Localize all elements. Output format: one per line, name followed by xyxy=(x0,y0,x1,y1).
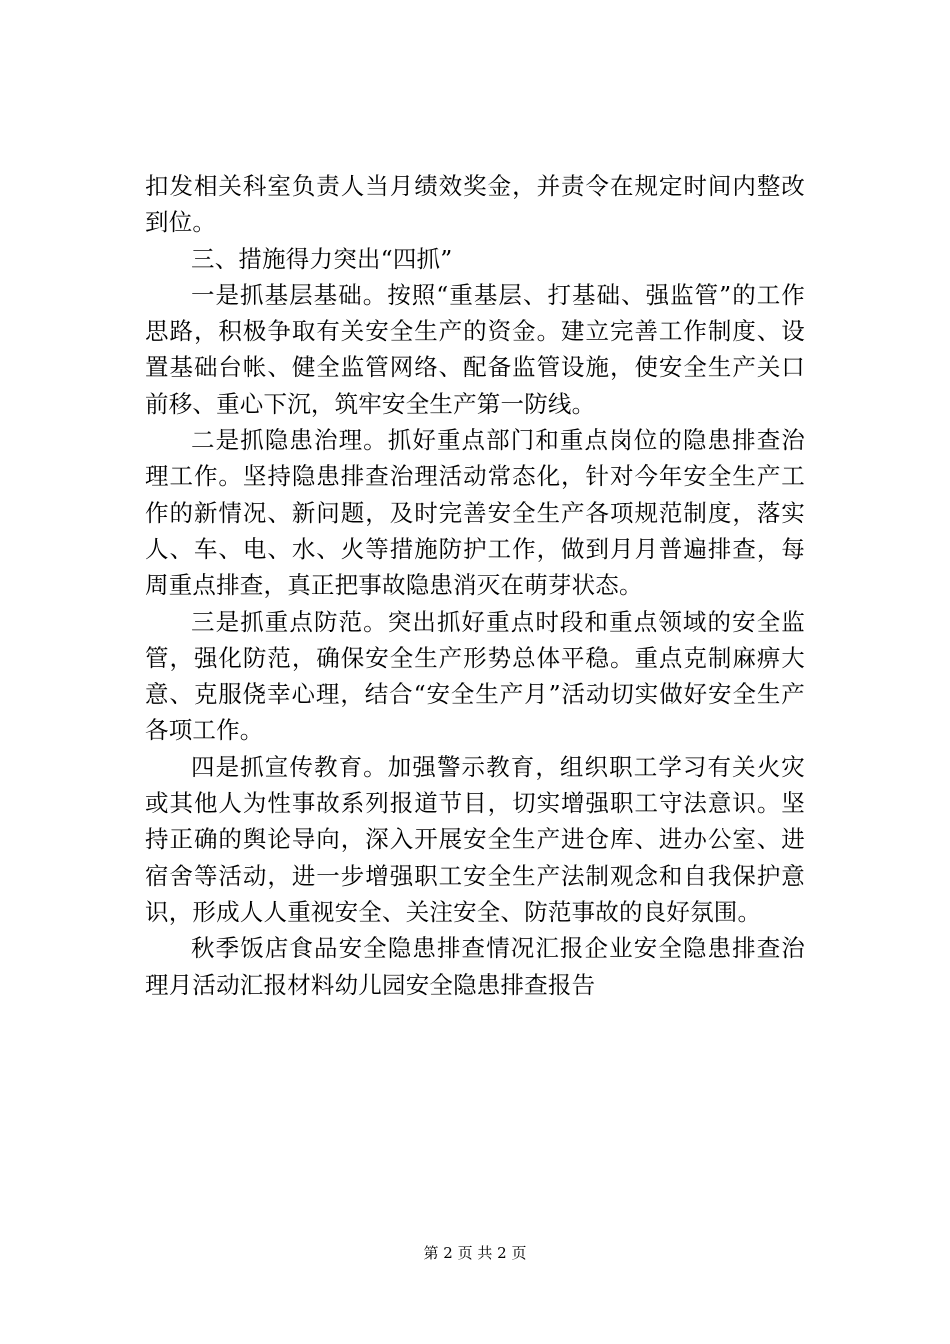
paragraph-continuation: 扣发相关科室负责人当月绩效奖金，并责令在规定时间内整改到位。 xyxy=(145,172,805,237)
paragraph-key-prevention: 三是抓重点防范。突出抓好重点时段和重点领域的安全监管，强化防范，确保安全生产形势总体平稳。重点克制麻痹大意、克服侥幸心理，结合“安全生产月”活动切实做好安全生产各项工作。 xyxy=(145,607,805,745)
paragraph-hazard-control: 二是抓隐患治理。抓好重点部门和重点岗位的隐患排查治理工作。坚持隐患排查治理活动常态化，针对今年安全生产工作的新情况、新问题，及时完善安全生产各项规范制度，落实人、车、电、水、火等措施防护工作，做到月月普遍排查，每周重点排查，真正把事故隐患消灭在萌芽状态。 xyxy=(145,426,805,600)
document-body xyxy=(145,168,805,1003)
paragraph-related-titles: 秋季饭店食品安全隐患排查情况汇报企业安全隐患排查治理月活动汇报材料幼儿园安全隐患排查报告 xyxy=(145,934,805,999)
page-number-footer: 第 2 页 共 2 页 xyxy=(423,1244,527,1262)
paragraph-publicity-education: 四是抓宣传教育。加强警示教育，组织职工学习有关火灾或其他人为性事故系列报道节目，切实增强职工守法意识。坚持正确的舆论导向，深入开展安全生产进仓库、进办公室、进宿舍等活动，进一步增强职工安全生产法制观念和自我保护意识，形成人人重视安全、关注安全、防范事故的良好氛围。 xyxy=(145,752,805,926)
section-heading: 三、措施得力突出“四抓” xyxy=(191,244,453,273)
paragraph-grassroots: 一是抓基层基础。按照“重基层、打基础、强监管”的工作思路，积极争取有关安全生产的资金。建立完善工作制度、设置基础台帐、健全监管网络、配备监管设施，使安全生产关口前移、重心下沉，筑牢安全生产第一防线。 xyxy=(145,280,805,418)
